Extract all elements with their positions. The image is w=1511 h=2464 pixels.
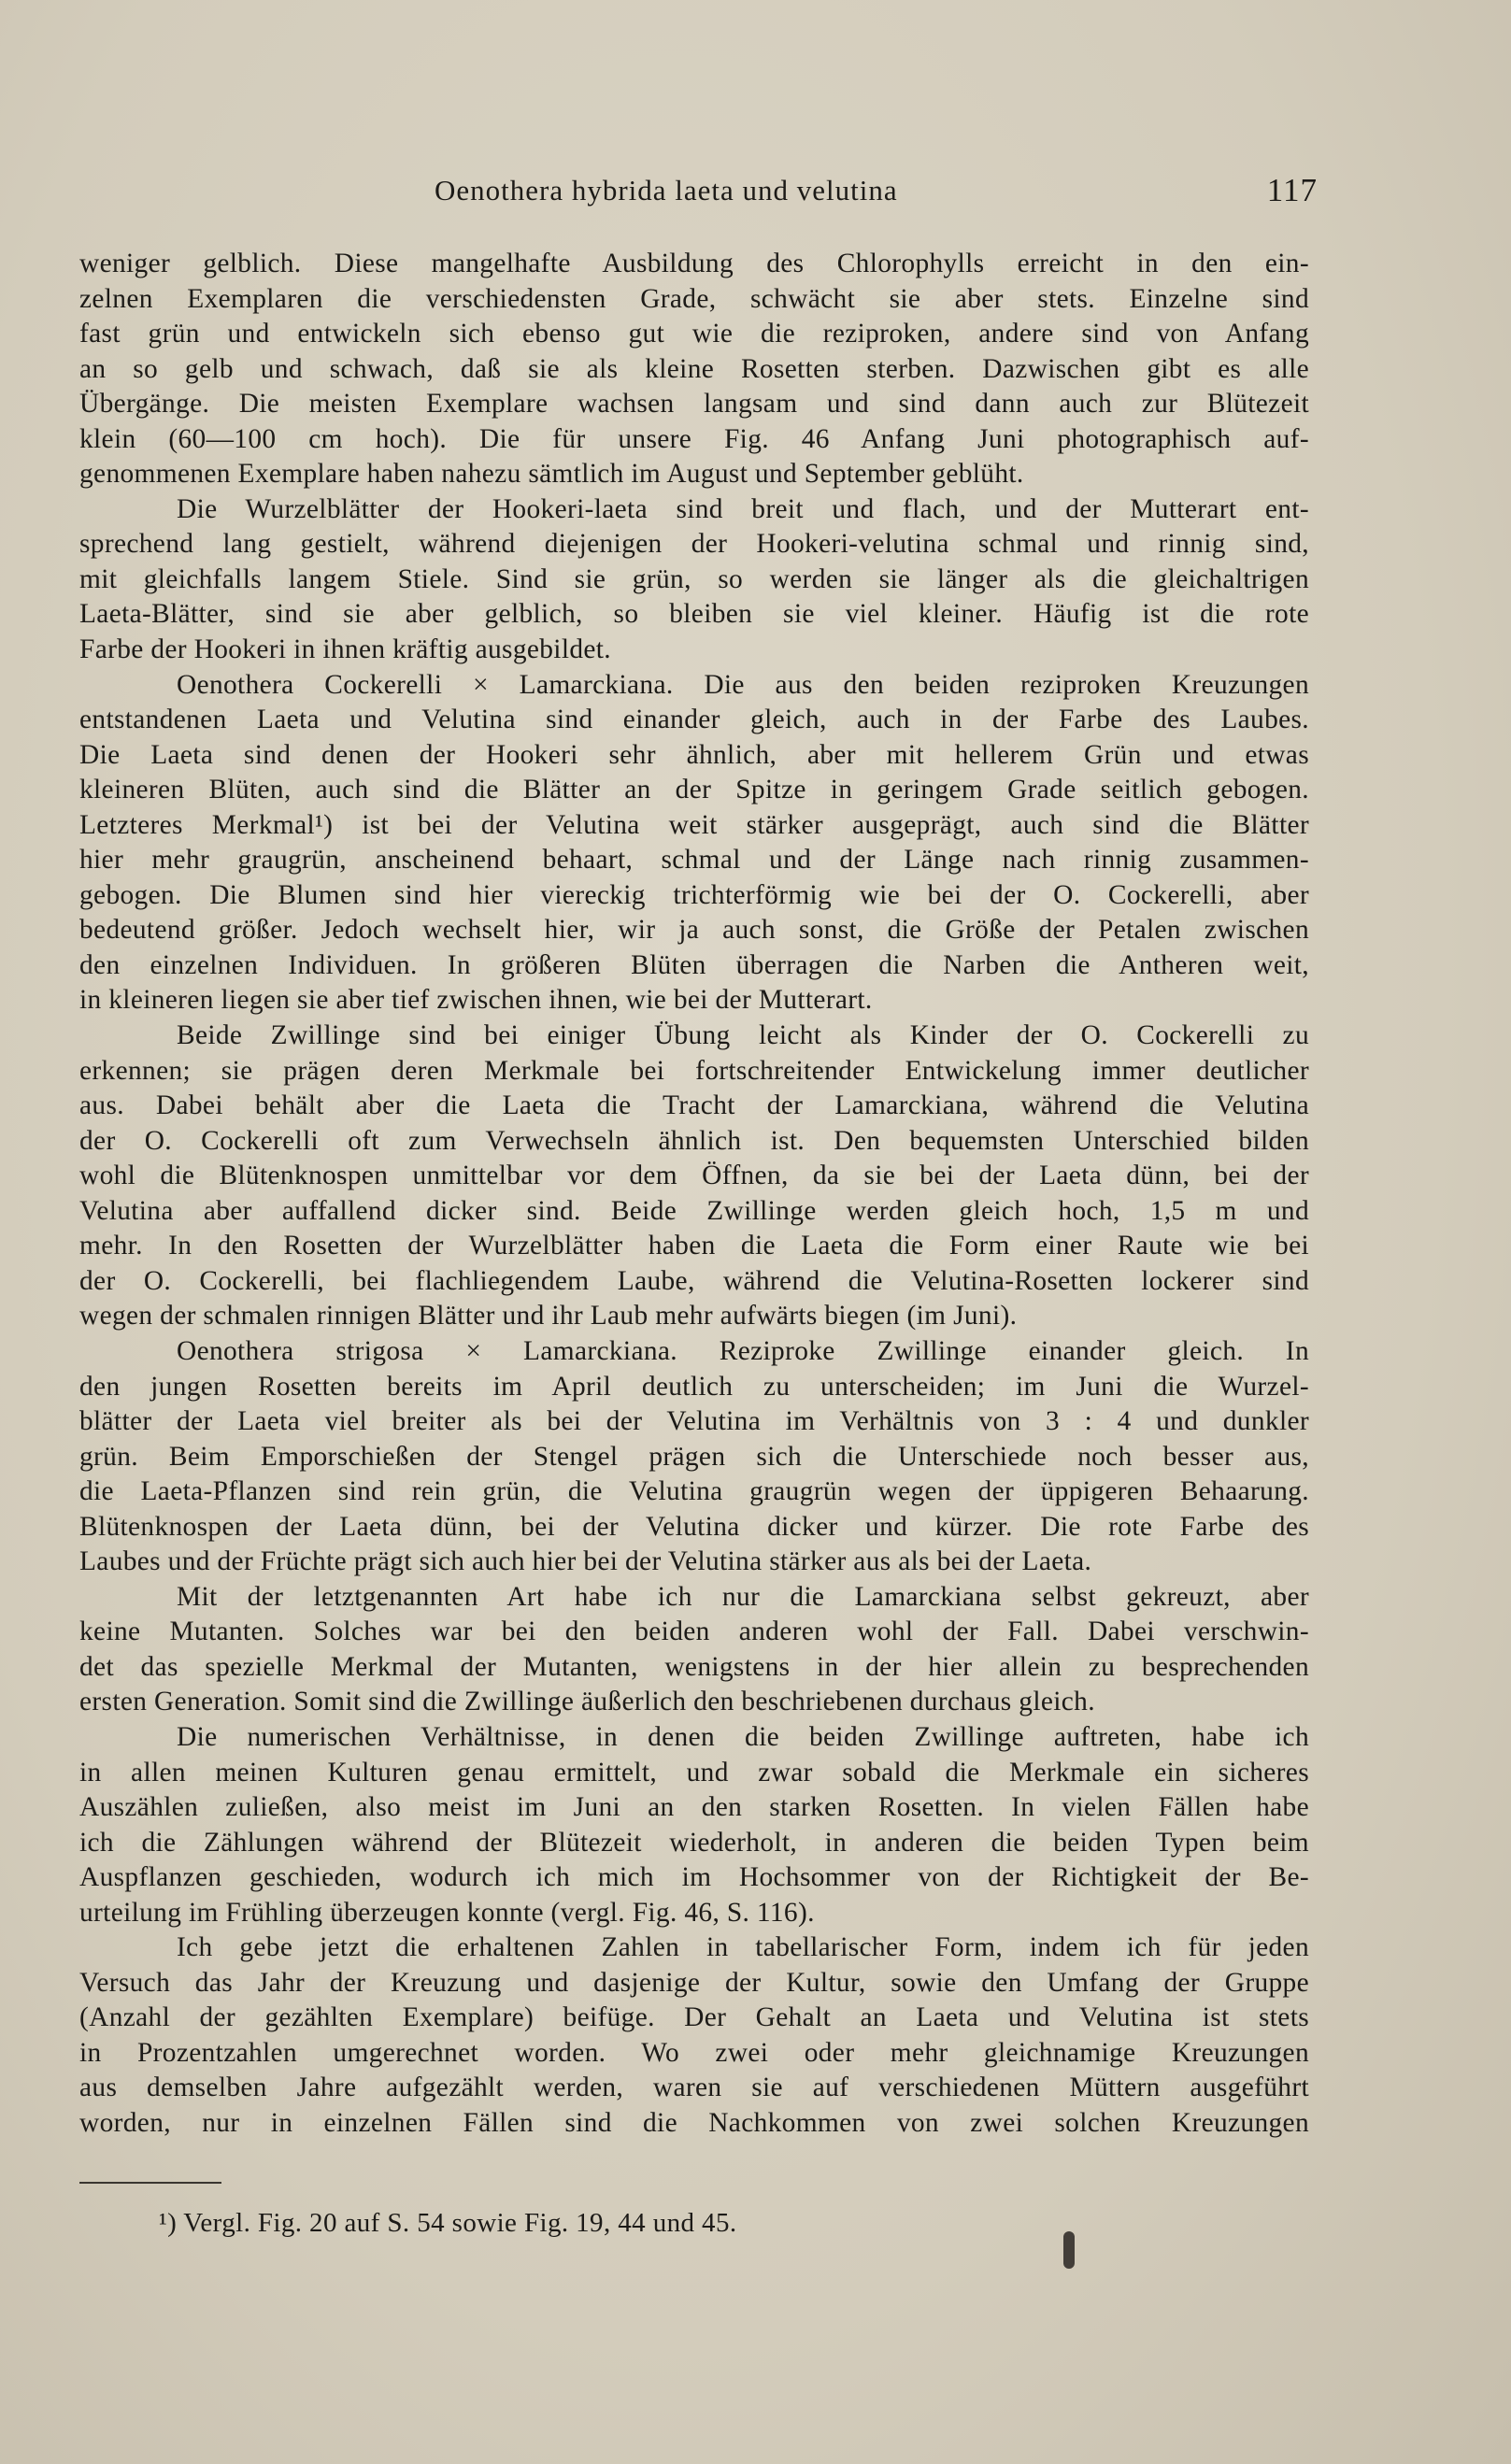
text-line: fast grün und entwickeln sich ebenso gut wie die reziproken, andere sind von Anfang <box>79 319 1309 349</box>
page-header <box>79 174 1318 217</box>
text-line: sprechend lang gestielt, während diejenigen der Hookeri-velutina schmal und rinnig sind, <box>79 529 1309 560</box>
text-line: den einzelnen Individuen. In größeren Blüten überragen die Narben die Antheren weit, <box>79 949 1309 980</box>
text-line: Die numerischen Verhältnisse, in denen die beiden Zwillinge auftreten, habe ich <box>177 1721 1309 1752</box>
text-line: klein (60—100 cm hoch). Die für unsere Fig. 46 Anfang Juni photographisch auf- <box>79 423 1309 454</box>
text-line: Oenothera strigosa × Lamarckiana. Reziproke Zwillinge einander gleich. In <box>177 1335 1309 1366</box>
text-line: in Prozentzahlen umgerechnet worden. Wo zwei oder mehr gleichnamige Kreuzungen <box>79 2037 1309 2068</box>
text-line: ich die Zählungen während der Blütezeit wiederholt, in anderen die beiden Typen beim <box>79 1827 1309 1858</box>
text-line: Blütenknospen der Laeta dünn, bei der Velutina dicker und kürzer. Die rote Farbe des <box>79 1511 1309 1542</box>
footnote: ¹) Vergl. Fig. 20 auf S. 54 sowie Fig. 19, 44 und 45. <box>159 2208 737 2238</box>
text-line: den jungen Rosetten bereits im April deutlich zu unterscheiden; im Juni die Wurzel- <box>79 1371 1309 1402</box>
ink-smudge <box>1063 2231 1075 2269</box>
text-line: wohl die Blütenknospen unmittelbar vor dem Öffnen, da sie bei der Laeta dünn, bei der <box>79 1161 1309 1191</box>
text-line: keine Mutanten. Solches war bei den beiden anderen wohl der Fall. Dabei verschwin- <box>79 1617 1309 1647</box>
text-line: Die Laeta sind denen der Hookeri sehr ähnlich, aber mit hellerem Grün und etwas <box>79 739 1309 770</box>
text-line: entstandenen Laeta und Velutina sind einander gleich, auch in der Farbe des Laubes. <box>79 705 1309 735</box>
text-line: die Laeta-Pflanzen sind rein grün, die Velutina graugrün wegen der üppigeren Behaarung. <box>79 1476 1309 1507</box>
text-line: Übergänge. Die meisten Exemplare wachsen langsam und sind dann auch zur Blütezeit <box>79 389 1309 420</box>
text-line: an so gelb und schwach, daß sie als kleine Rosetten sterben. Dazwischen gibt es alle <box>79 353 1309 384</box>
text-line: genommenen Exemplare haben nahezu sämtlich im August und September geblüht. <box>79 459 1024 490</box>
text-line: hier mehr graugrün, anscheinend behaart, schmal und der Länge nach rinnig zusammen- <box>79 845 1309 876</box>
text-line: der O. Cockerelli, bei flachliegendem Laube, während die Velutina-Rosetten lockerer sind <box>79 1265 1309 1296</box>
text-line: Laubes und der Früchte prägt sich auch hier bei der Velutina stärker aus als bei der Laeta. <box>79 1546 1092 1577</box>
text-line: grün. Beim Emporschießen der Stengel prägen sich die Unterschiede noch besser aus, <box>79 1441 1309 1472</box>
footnote-divider <box>79 2182 221 2184</box>
text-line: zelnen Exemplaren die verschiedensten Grade, schwächt sie aber stets. Einzelne sind <box>79 283 1309 314</box>
text-line: blätter der Laeta viel breiter als bei der Velutina im Verhältnis von 3 : 4 und dunkler <box>79 1406 1309 1437</box>
text-line: (Anzahl der gezählten Exemplare) beifüge. Der Gehalt an Laeta und Velutina ist stets <box>79 2002 1309 2033</box>
text-line: der O. Cockerelli oft zum Verwechseln ähnlich ist. Den bequemsten Unterschied bilden <box>79 1125 1309 1156</box>
text-line: Oenothera Cockerelli × Lamarckiana. Die aus den beiden reziproken Kreuzungen <box>177 669 1309 700</box>
text-line: Ich gebe jetzt die erhaltenen Zahlen in tabellarischer Form, indem ich für jeden <box>177 1932 1309 1963</box>
text-line: erkennen; sie prägen deren Merkmale bei fortschreitender Entwickelung immer deutlicher <box>79 1055 1309 1086</box>
text-line: Beide Zwillinge sind bei einiger Übung leicht als Kinder der O. Cockerelli zu <box>177 1020 1309 1051</box>
text-line: in kleineren liegen sie aber tief zwischen ihnen, wie bei der Mutterart. <box>79 985 873 1016</box>
text-line: Auszählen zuließen, also meist im Juni an den starken Rosetten. In vielen Fällen habe <box>79 1792 1309 1823</box>
text-line: bedeutend größer. Jedoch wechselt hier, wir ja auch sonst, die Größe der Petalen zwischen <box>79 915 1309 946</box>
text-line: in allen meinen Kulturen genau ermittelt, und zwar sobald die Merkmale ein sicheres <box>79 1757 1309 1787</box>
text-line: Mit der letztgenannten Art habe ich nur die Lamarckiana selbst gekreuzt, aber <box>177 1581 1309 1612</box>
body-text <box>79 247 1309 2142</box>
text-line: det das spezielle Merkmal der Mutanten, wenigstens in der hier allein zu besprechenden <box>79 1651 1309 1682</box>
text-line: urteilung im Frühling überzeugen konnte (vergl. Fig. 46, S. 116). <box>79 1897 815 1928</box>
text-line: Velutina aber auffallend dicker sind. Beide Zwillinge werden gleich hoch, 1,5 m und <box>79 1195 1309 1226</box>
text-line: weniger gelblich. Diese mangelhafte Ausbildung des Chlorophylls erreicht in den ein- <box>79 249 1309 278</box>
running-title: Oenothera hybrida laeta und velutina <box>435 174 898 207</box>
text-line: Laeta-Blätter, sind sie aber gelblich, so bleiben sie viel kleiner. Häufig ist die rote <box>79 599 1309 630</box>
text-line: aus demselben Jahre aufgezählt werden, waren sie auf verschiedenen Müttern ausgeführt <box>79 2072 1309 2103</box>
text-line: mehr. In den Rosetten der Wurzelblätter haben die Laeta die Form einer Raute wie bei <box>79 1231 1309 1261</box>
text-line: Auspflanzen geschieden, wodurch ich mich im Hochsommer von der Richtigkeit der Be- <box>79 1862 1309 1893</box>
text-line: Letzteres Merkmal¹) ist bei der Velutina weit stärker ausgeprägt, auch sind die Blätter <box>79 809 1309 840</box>
text-line: kleineren Blüten, auch sind die Blätter an der Spitze in geringem Grade seitlich gebogen. <box>79 775 1309 805</box>
text-line: gebogen. Die Blumen sind hier viereckig trichterförmig wie bei der O. Cockerelli, aber <box>79 879 1309 910</box>
text-line: wegen der schmalen rinnigen Blätter und ihr Laub mehr aufwärts biegen (im Juni). <box>79 1301 1018 1332</box>
text-line: ersten Generation. Somit sind die Zwillinge äußerlich den beschriebenen durchaus gleich. <box>79 1687 1095 1717</box>
text-line: Versuch das Jahr der Kreuzung und dasjenige der Kultur, sowie den Umfang der Gruppe <box>79 1967 1309 1998</box>
text-line: Die Wurzelblätter der Hookeri-laeta sind breit und flach, und der Mutterart ent- <box>177 493 1309 524</box>
text-line: mit gleichfalls langem Stiele. Sind sie grün, so werden sie länger als die gleichaltrigen <box>79 563 1309 594</box>
page-number: 117 <box>1266 172 1318 208</box>
text-line: worden, nur in einzelnen Fällen sind die Nachkommen von zwei solchen Kreuzungen <box>79 2107 1309 2138</box>
text-line: Farbe der Hookeri in ihnen kräftig ausgebildet. <box>79 634 611 665</box>
text-line: aus. Dabei behält aber die Laeta die Tracht der Lamarckiana, während die Velutina <box>79 1090 1309 1121</box>
